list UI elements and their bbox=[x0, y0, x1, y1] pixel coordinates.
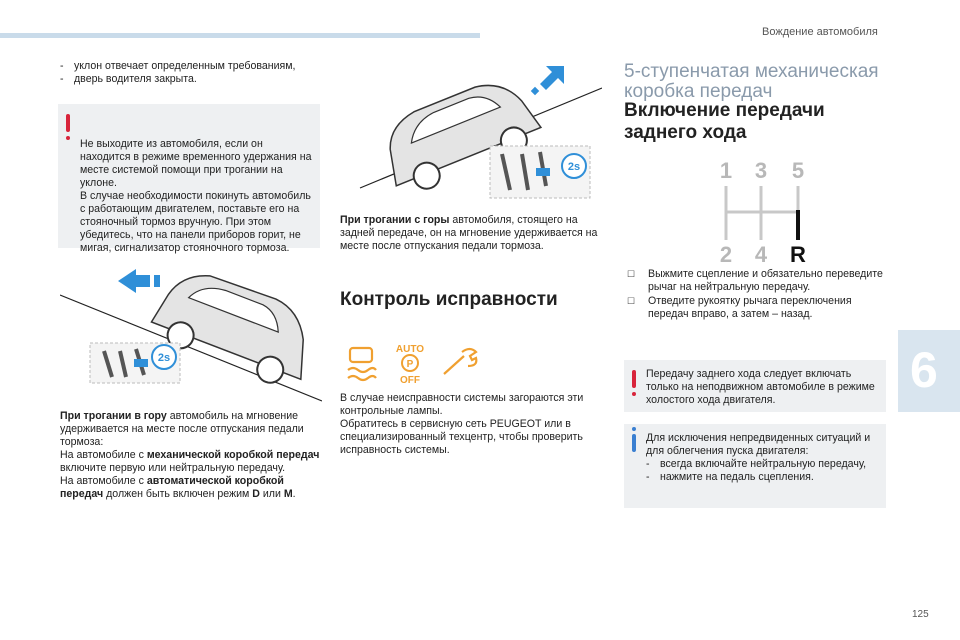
timer-badge: 2s bbox=[567, 161, 581, 173]
reverse-warning-box bbox=[624, 360, 886, 412]
parking-brake-icon bbox=[396, 344, 424, 386]
gear-4: 4 bbox=[754, 242, 768, 266]
gear-5: 5 bbox=[791, 158, 805, 183]
info-box bbox=[624, 424, 886, 508]
warning-text: Не выходите из автомобиля, если он находится в режиме временного удержания на месте системой помощи при трогании на уклоне. В случае необходимости покинуть автомобиль с работающим двигателем, поставьте его на стояночный тормоз вручную. При этом убедитесь, что на панели приборов горит, не мигая, сигнализатор стояночного тормоза. bbox=[80, 138, 312, 254]
control-heading: Контроль исправности bbox=[340, 289, 558, 310]
reverse-steps bbox=[624, 268, 886, 322]
list-item: - нажмите на педаль сцепления. bbox=[646, 471, 878, 484]
info-intro: Для исключения непредвиденных ситуаций и для облегчения пуска двигателя: bbox=[646, 432, 871, 457]
page-number: 125 bbox=[912, 609, 929, 620]
warning-icon bbox=[66, 114, 70, 132]
warning-icon bbox=[632, 370, 636, 388]
fault-text: В случае неисправности системы загораются эти контрольные лампы. Обратитесь в сервисную сеть PEUGEOT или в специализированный техцентр, чтобы проверить исправность системы. bbox=[340, 392, 584, 456]
chapter-number: 6 bbox=[910, 342, 938, 398]
section-title: Вождение автомобиля bbox=[762, 26, 878, 38]
gearbox-title: 5-ступенчатая механическая коробка передач bbox=[624, 61, 879, 102]
downhill-description bbox=[340, 214, 602, 253]
mode-d: D bbox=[252, 488, 260, 500]
downhill-label: При трогании с горы bbox=[340, 214, 450, 226]
mode-m: M bbox=[283, 488, 293, 500]
uphill-text: автомобиль на мгновение удерживается на месте после отпускания педали тормоза: bbox=[60, 410, 304, 448]
timer-badge: 2s bbox=[157, 352, 171, 364]
gear-r: R bbox=[790, 242, 806, 266]
svg-text:AUTO: AUTO bbox=[395, 344, 425, 355]
header-bar bbox=[0, 33, 480, 38]
manual-gearbox-label: механической коробкой передач bbox=[146, 449, 320, 461]
list-item: - всегда включайте нейтральную передачу, bbox=[646, 458, 878, 471]
svg-text:P: P bbox=[406, 359, 414, 370]
downhill-text: автомобиля, стоящего на задней передаче, он на мгновение удерживается на месте после отпускания педали тормоза. bbox=[340, 214, 598, 252]
list-item: ☐ Отведите рукоятку рычага переключения передач вправо, а затем – назад. bbox=[624, 295, 886, 321]
uphill-label: При трогании в гору bbox=[60, 410, 167, 422]
list-item: ☐ Выжмите сцепление и обязательно переведите рычаг на нейтральную передачу. bbox=[624, 268, 886, 294]
list-item: - дверь водителя закрыта. bbox=[60, 73, 310, 86]
reverse-title: Включение передачи заднего хода bbox=[624, 100, 825, 143]
gear-3: 3 bbox=[754, 158, 768, 183]
uphill-description: При трогании в гору автомобиль на мгновение удерживается на месте после отпускания педали тормоза: На автомобиле с механической коробкой передач включите первую или нейтральную передачу. На автомобиле с автоматической коробкой передач должен быть включен режим D или M. bbox=[60, 410, 320, 500]
gear-shift-pattern bbox=[712, 154, 816, 266]
svg-text:OFF: OFF bbox=[400, 375, 420, 386]
list-item: - уклон отвечает определенным требованиям, bbox=[60, 60, 310, 73]
info-icon bbox=[632, 434, 636, 452]
auto-gearbox-label: автоматической коробкой передач bbox=[60, 475, 284, 500]
conditions-list bbox=[60, 60, 310, 86]
wrench-icon bbox=[444, 349, 476, 374]
gear-2: 2 bbox=[719, 242, 733, 266]
warning-lamps bbox=[340, 340, 490, 386]
downhill-illustration bbox=[340, 58, 602, 206]
warning-text: Передачу заднего хода следует включать только на неподвижном автомобиле в режиме холостого хода двигателя. bbox=[646, 368, 875, 406]
info-list bbox=[646, 458, 878, 484]
warning-box bbox=[58, 104, 320, 254]
uphill-illustration bbox=[60, 255, 322, 403]
gear-1: 1 bbox=[719, 158, 733, 183]
stability-icon bbox=[348, 348, 376, 380]
chapter-tab bbox=[898, 330, 960, 412]
